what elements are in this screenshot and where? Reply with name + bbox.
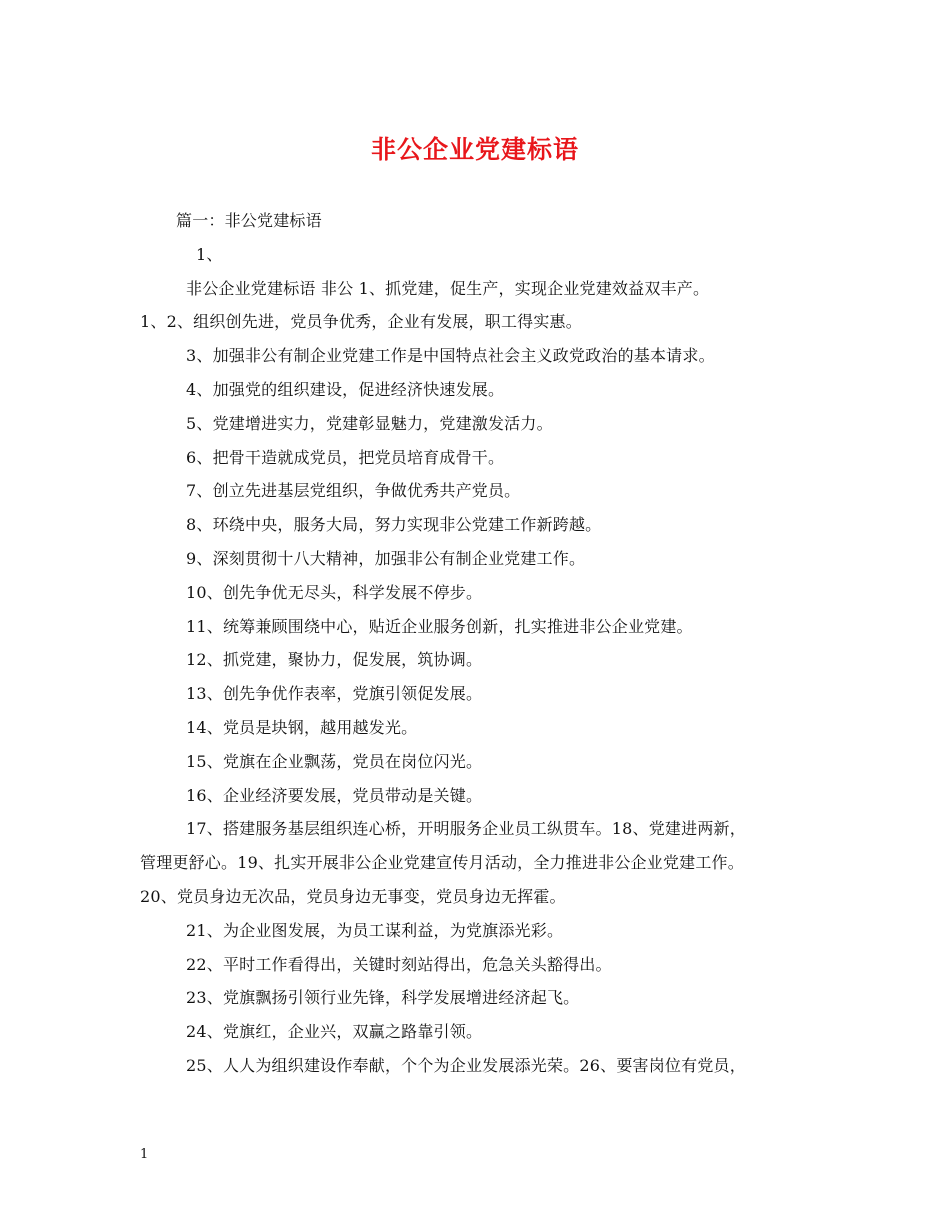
text-line: 14、党员是块钢，越用越发光。 [186, 717, 418, 737]
document-body [140, 204, 830, 1083]
text-line: 22、平时工作看得出，关键时刻站得出，危急关头豁得出。 [186, 954, 612, 974]
text-line: 3、加强非公有制企业党建工作是中国特点社会主义政党政治的基本请求。 [186, 346, 715, 366]
text-line: 10、创先争优无尽头，科学发展不停步。 [186, 582, 483, 602]
text-line: 16、企业经济要发展，党员带动是关键。 [186, 785, 483, 805]
text-line: 篇一：非公党建标语 [176, 211, 322, 230]
text-line: 25、人人为组织建设作奉献，个个为企业发展添光荣。26、要害岗位有党员， [186, 1055, 746, 1075]
document-title: 非公企业党建标语 [370, 135, 579, 164]
text-line: 1、 [196, 244, 223, 264]
text-line: 9、深刻贯彻十八大精神，加强非公有制企业党建工作。 [186, 548, 586, 568]
text-line: 11、统筹兼顾围绕中心，贴近企业服务创新，扎实推进非公企业党建。 [186, 616, 693, 636]
text-line: 21、为企业图发展，为员工谋利益，为党旗添光彩。 [186, 920, 564, 940]
page-number: 1 [140, 1147, 149, 1162]
text-line: 7、创立先进基层党组织，争做优秀共产党员。 [186, 481, 521, 501]
text-line: 20、党员身边无次品，党员身边无事变，党员身边无挥霍。 [140, 886, 566, 906]
text-line: 13、创先争优作表率，党旗引领促发展。 [186, 684, 483, 704]
text-line: 17、搭建服务基层组织连心桥，开明服务企业员工纵贯车。18、党建进两新， [186, 819, 746, 839]
text-line: 1、2、组织创先进，党员争优秀，企业有发展，职工得实惠。 [140, 312, 582, 332]
text-line: 5、党建增进实力，党建彰显魅力，党建激发活力。 [186, 413, 553, 433]
text-line: 非公企业党建标语 非公 1、抓党建，促生产，实现企业党建效益双丰产。 [186, 278, 710, 298]
text-line: 15、党旗在企业飘荡，党员在岗位闪光。 [186, 751, 483, 771]
text-line: 8、环绕中央，服务大局，努力实现非公党建工作新跨越。 [186, 515, 602, 535]
text-line: 6、把骨干造就成党员，把党员培育成骨干。 [186, 447, 505, 467]
text-line: 24、党旗红，企业兴，双赢之路靠引领。 [186, 1022, 483, 1042]
text-line: 12、抓党建，聚协力，促发展，筑协调。 [186, 650, 483, 670]
text-line: 管理更舒心。19、扎实开展非公企业党建宣传月活动，全力推进非公企业党建工作。 [140, 853, 744, 873]
text-line: 4、加强党的组织建设，促进经济快速发展。 [186, 379, 505, 399]
text-line: 23、党旗飘扬引领行业先锋，科学发展增进经济起飞。 [186, 988, 580, 1008]
